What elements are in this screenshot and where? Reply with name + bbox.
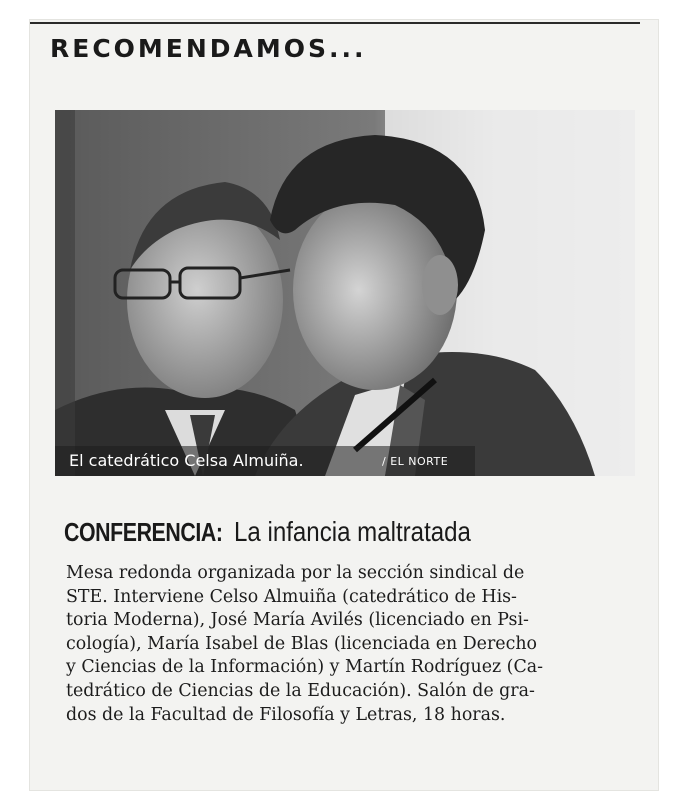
body-line: STE. Interviene Celso Almuiña (catedrático de His- [66,586,517,607]
article-body [66,562,646,727]
top-rule [30,22,640,24]
body-line: y Ciencias de la Información) y Martín Rodríguez (Ca- [66,657,544,678]
body-line: cología), María Isabel de Blas (licenciada en Derecho [66,633,537,654]
body-line: dos de la Facultad de Filosofía y Letras, 18 horas. [66,704,506,725]
headline-title: La infancia maltratada [233,516,471,547]
body-line: toria Moderna), José María Avilés (licenciado en Psi- [66,610,529,631]
article-headline [64,516,509,548]
headline-kicker: CONFERENCIA: [64,517,223,547]
caption-bar [55,446,475,476]
photo-credit: / EL NORTE [382,455,449,468]
news-photo [55,110,635,476]
photo-caption: El catedrático Celsa Almuiña. [69,451,304,470]
photo-illustration [55,110,635,476]
section-title: RECOMENDAMOS... [50,34,367,63]
body-line: Mesa redonda organizada por la sección sindical de [66,563,525,583]
body-line: tedrático de Ciencias de la Educación). Salón de gra- [66,680,535,701]
